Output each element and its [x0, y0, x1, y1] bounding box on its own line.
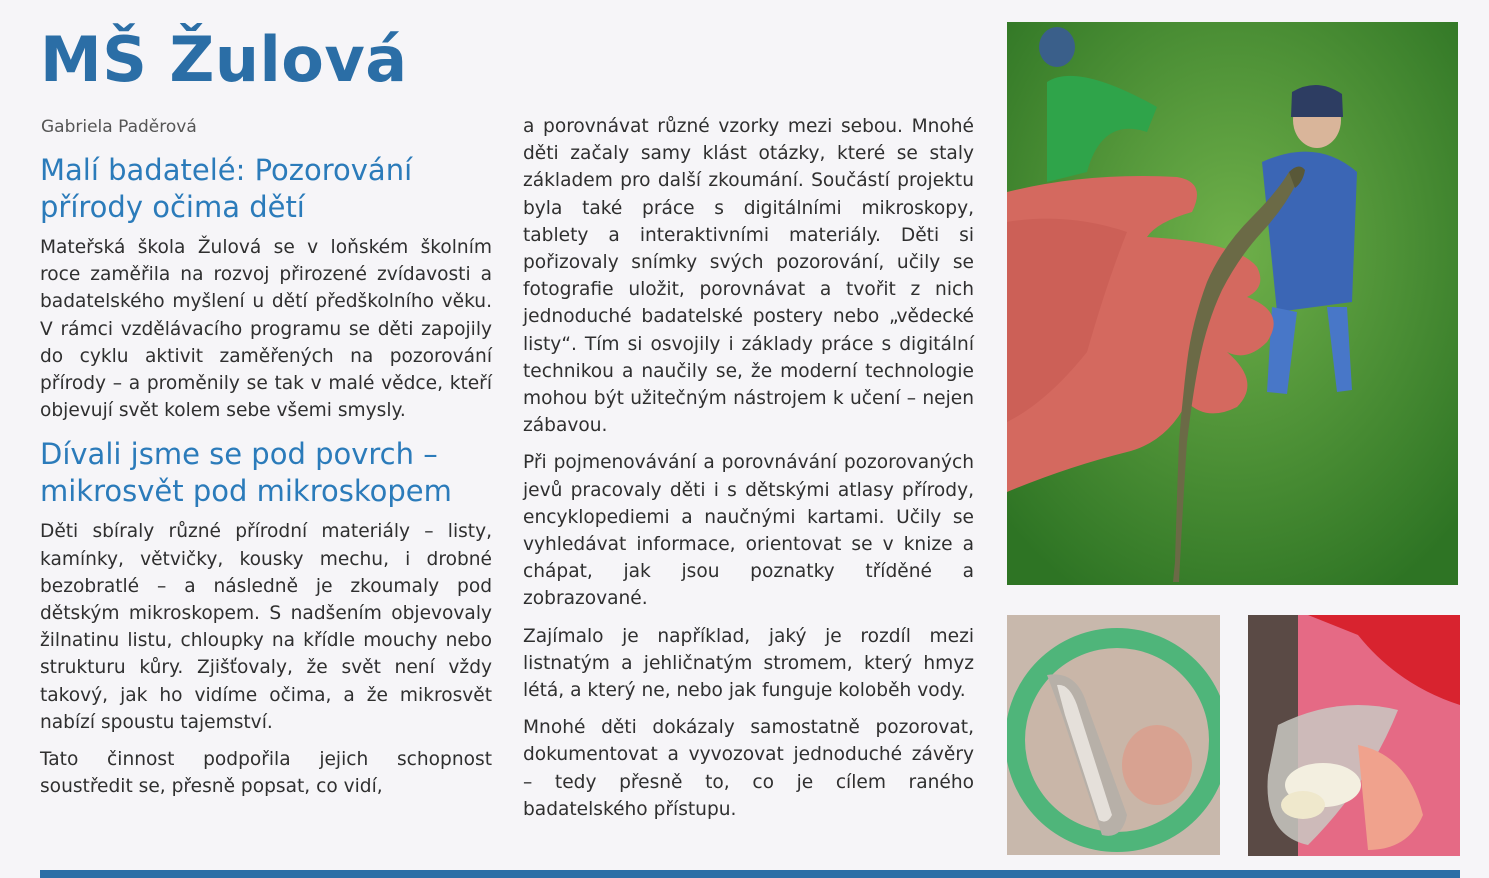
article-column-left: [40, 152, 492, 800]
photo-lizard-in-hand: [1007, 22, 1458, 585]
paragraph: a porovnávat různé vzorky mezi sebou. Mnohé děti začaly samy klást otázky, které se staly základem pro další zkoumání. Součástí projektu byla také práce s digitálními mikroskopy, tablety a interaktivními materiály. Děti si pořizovaly snímky svých pozorování, učily se fotografie uložit, porovnávat a tvořit z nich jednoduché badatelské postery nebo „vědecké listy“. Tím si osvojily i základy práce s digitální technikou a naučily se, že moderní technologie mohou být užitečným nástrojem k učení – nejen zábavou.: [523, 116, 974, 437]
photo-test-tube: [1248, 615, 1460, 856]
photo-test-tube-illustration: [1248, 615, 1460, 856]
page-title: MŠ Žulová: [40, 23, 408, 96]
paragraph: Děti sbíraly různé přírodní materiály – listy, kamínky, větvičky, kousky mechu, i drobné bezobratlé – a následně je zkoumaly pod dětským mikroskopem. S nadšením objevovaly žilnatinu listu, chloupky na křídle mouchy nebo strukturu kůry. Zjišťovaly, že svět není vždy takový, jak ho vidíme očima, a že mikrosvět nabízí spoustu tajemství.: [40, 521, 492, 733]
author-name: Gabriela Paděrová: [41, 117, 197, 137]
paragraph: Při pojmenovávání a porovnávání pozorovaných jevů pracovaly děti i s dětskými atlasy přírody, encyklopediemi a naučnými kartami. Učily se vyhledávat informace, orientovat se v knize a chápat, jak jsou poznatky tříděné a zobrazované.: [523, 452, 974, 610]
article-column-middle: [523, 113, 974, 823]
photo-lizard-illustration: [1007, 22, 1458, 585]
photo-magnifier-illustration: [1007, 615, 1220, 855]
photo-magnifier: [1007, 615, 1220, 855]
section-heading-1: Malí badatelé: Pozorování přírody očima dětí: [40, 153, 413, 224]
paragraph: Zajímalo je například, jaký je rozdíl mezi listnatým a jehličnatým stromem, který hmyz létá, a který ne, nebo jak funguje koloběh vody.: [523, 625, 974, 702]
bottom-rule: [40, 870, 1460, 878]
paragraph: Tato činnost podpořila jejich schopnost soustředit se, přesně popsat, co vidí,: [40, 749, 492, 798]
paragraph: Mateřská škola Žulová se v loňském školním roce zaměřila na rozvoj přirozené zvídavosti a badatelského myšlení u dětí předškolního věku. V rámci vzdělávacího programu se děti zapojily do cyklu aktivit zaměřených na pozorování přírody – a proměnily se tak v malé vědce, kteří objevují svět kolem sebe všemi smysly.: [40, 237, 492, 422]
section-heading-2: Dívali jsme se pod povrch – mikrosvět pod mikroskopem: [40, 437, 452, 509]
paragraph: Mnohé děti dokázaly samostatně pozorovat, dokumentovat a vyvozovat jednoduché závěry – tedy přesně to, co je cílem raného badatelského přístupu.: [523, 717, 974, 820]
